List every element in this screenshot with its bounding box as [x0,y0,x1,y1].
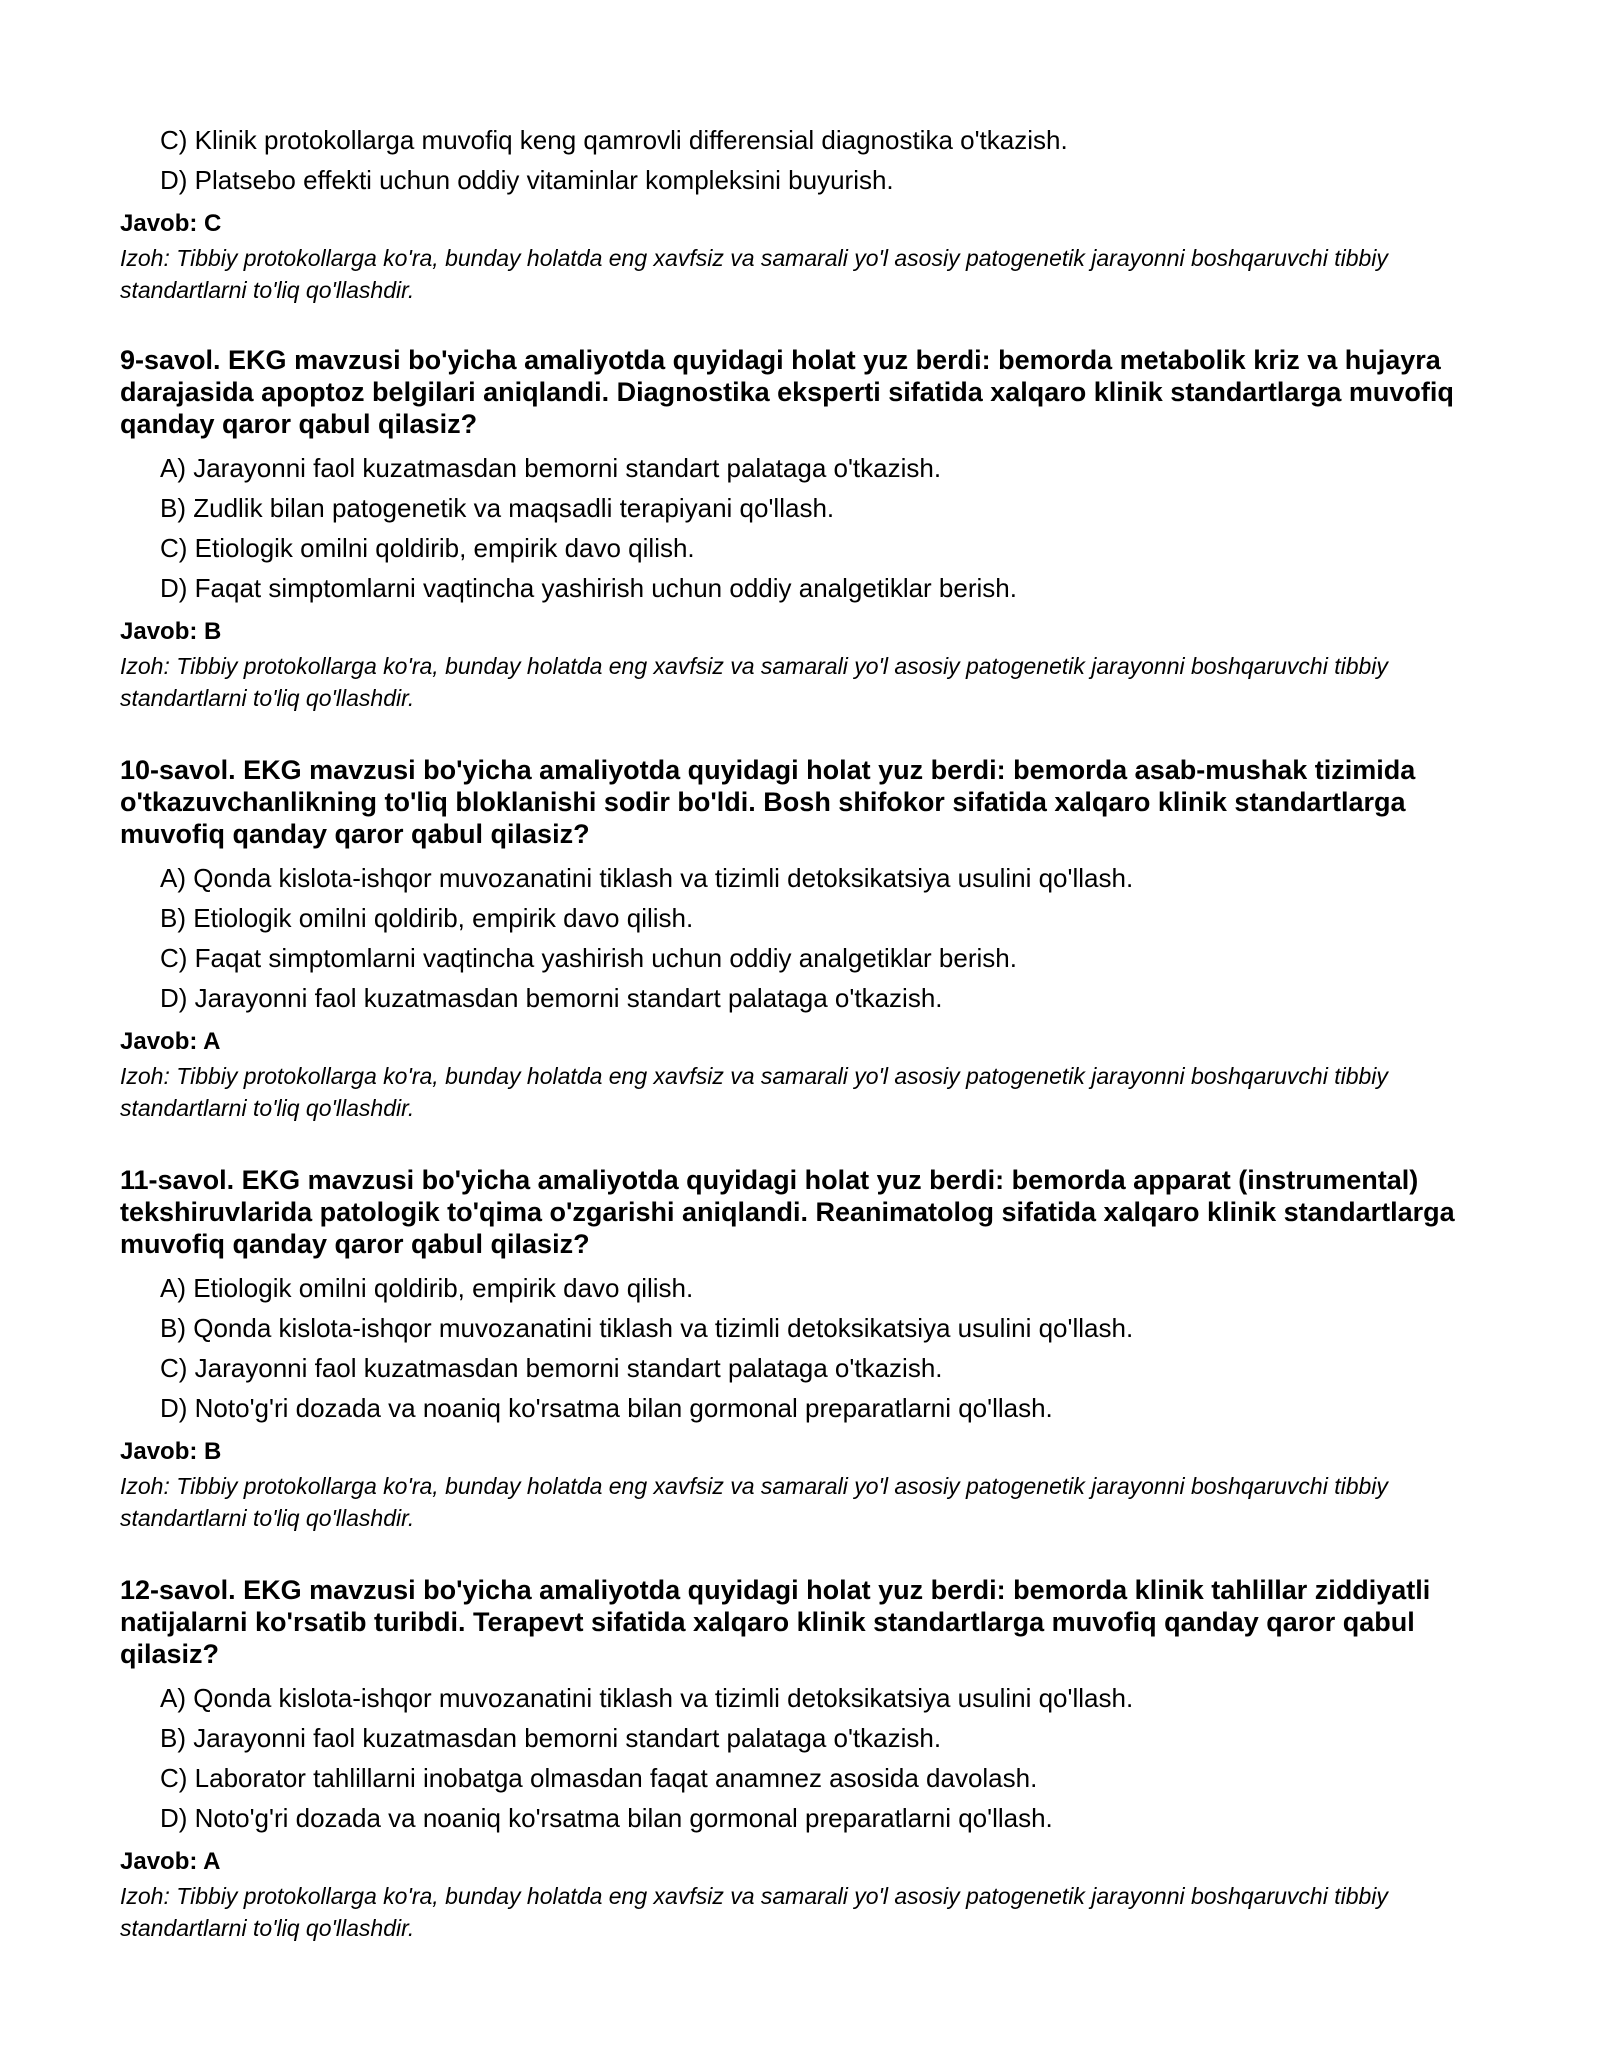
option-d: D) Faqat simptomlarni vaqtincha yashirish uchun oddiy analgetiklar berish. [160,573,1017,603]
option-c: C) Jarayonni faol kuzatmasdan bemorni standart palataga o'tkazish. [160,1353,943,1383]
question-12 [120,1574,1490,1944]
answer-label: Javob: B [120,618,222,645]
options-list [160,1268,1490,1428]
option-d: D) Noto'g'ri dozada va noaniq ko'rsatma bilan gormonal preparatlarni qo'llash. [160,1393,1053,1423]
question-title: 12-savol. EKG mavzusi bo'yicha amaliyotda quyidagi holat yuz berdi: bemorda klinik tahlillar ziddiyatli natijalarni ko'rsatib turibdi. Terapevt sifatida xalqaro klinik standartlarga muvofiq qanday qaror qabul qilasiz? [120,1575,1431,1669]
answer-label: Javob: B [120,1438,222,1465]
option-a: A) Jarayonni faol kuzatmasdan bemorni standart palataga o'tkazish. [160,453,942,483]
option-d: D) Platsebo effekti uchun oddiy vitaminlar kompleksini buyurish. [160,165,894,195]
option-a: A) Qonda kislota-ishqor muvozanatini tiklash va tizimli detoksikatsiya usulini qo'llash. [160,1683,1134,1713]
option-c: C) Faqat simptomlarni vaqtincha yashirish uchun oddiy analgetiklar berish. [160,943,1017,973]
answer-label: Javob: A [120,1028,221,1055]
explanation-note: Izoh: Tibbiy protokollarga ko'ra, bunday holatda eng xavfsiz va samarali yo'l asosiy patogenetik jarayonni boshqaruvchi tibbiy standartlarni to'liq qo'llashdir. [120,1473,1388,1531]
option-d: D) Noto'g'ri dozada va noaniq ko'rsatma bilan gormonal preparatlarni qo'llash. [160,1803,1053,1833]
option-c: C) Laborator tahlillarni inobatga olmasdan faqat anamnez asosida davolash. [160,1763,1038,1793]
previous-question-tail [120,120,1520,306]
explanation-note: Izoh: Tibbiy protokollarga ko'ra, bunday holatda eng xavfsiz va samarali yo'l asosiy patogenetik jarayonni boshqaruvchi tibbiy standartlarni to'liq qo'llashdir. [120,653,1388,711]
option-d: D) Jarayonni faol kuzatmasdan bemorni standart palataga o'tkazish. [160,983,943,1013]
option-b: B) Zudlik bilan patogenetik va maqsadli terapiyani qo'llash. [160,493,835,523]
explanation-note: Izoh: Tibbiy protokollarga ko'ra, bunday holatda eng xavfsiz va samarali yo'l asosiy patogenetik jarayonni boshqaruvchi tibbiy standartlarni to'liq qo'llashdir. [120,1883,1388,1941]
answer-label: Javob: C [120,210,222,237]
question-title: 10-savol. EKG mavzusi bo'yicha amaliyotda quyidagi holat yuz berdi: bemorda asab-mushak tizimida o'tkazuvchanlikning to'liq bloklanishi sodir bo'ldi. Bosh shifokor sifatida xalqaro klinik standartlarga muvofiq qanday qaror qabul qilasiz? [120,755,1416,849]
option-b: B) Qonda kislota-ishqor muvozanatini tiklash va tizimli detoksikatsiya usulini qo'llash. [160,1313,1134,1343]
explanation-note: Izoh: Tibbiy protokollarga ko'ra, bunday holatda eng xavfsiz va samarali yo'l asosiy patogenetik jarayonni boshqaruvchi tibbiy standartlarni to'liq qo'llashdir. [120,245,1388,303]
answer-label: Javob: A [120,1848,221,1875]
question-title: 9-savol. EKG mavzusi bo'yicha amaliyotda quyidagi holat yuz berdi: bemorda metabolik kriz va hujayra darajasida apoptoz belgilari aniqlandi. Diagnostika eksperti sifatida xalqaro klinik standartlarga muvofiq qanday qaror qabul qilasiz? [120,345,1454,439]
question-11 [120,1164,1490,1534]
options-list [160,448,1490,608]
question-9 [120,344,1490,714]
option-c: C) Klinik protokollarga muvofiq keng qamrovli differensial diagnostika o'tkazish. [160,125,1068,155]
options-list [160,1678,1490,1838]
option-b: B) Jarayonni faol kuzatmasdan bemorni standart palataga o'tkazish. [160,1723,942,1753]
option-a: A) Qonda kislota-ishqor muvozanatini tiklash va tizimli detoksikatsiya usulini qo'llash. [160,863,1134,893]
option-a: A) Etiologik omilni qoldirib, empirik davo qilish. [160,1273,694,1303]
explanation-note: Izoh: Tibbiy protokollarga ko'ra, bunday holatda eng xavfsiz va samarali yo'l asosiy patogenetik jarayonni boshqaruvchi tibbiy standartlarni to'liq qo'llashdir. [120,1063,1388,1121]
option-c: C) Etiologik omilni qoldirib, empirik davo qilish. [160,533,695,563]
options-list [160,858,1490,1018]
option-b: B) Etiologik omilni qoldirib, empirik davo qilish. [160,903,694,933]
question-title: 11-savol. EKG mavzusi bo'yicha amaliyotda quyidagi holat yuz berdi: bemorda apparat (instrumental) tekshiruvlarida patologik to'qima o'zgarishi aniqlandi. Reanimatolog sifatida xalqaro klinik standartlarga muvofiq qanday qaror qabul qilasiz? [120,1165,1455,1259]
question-10 [120,754,1490,1124]
